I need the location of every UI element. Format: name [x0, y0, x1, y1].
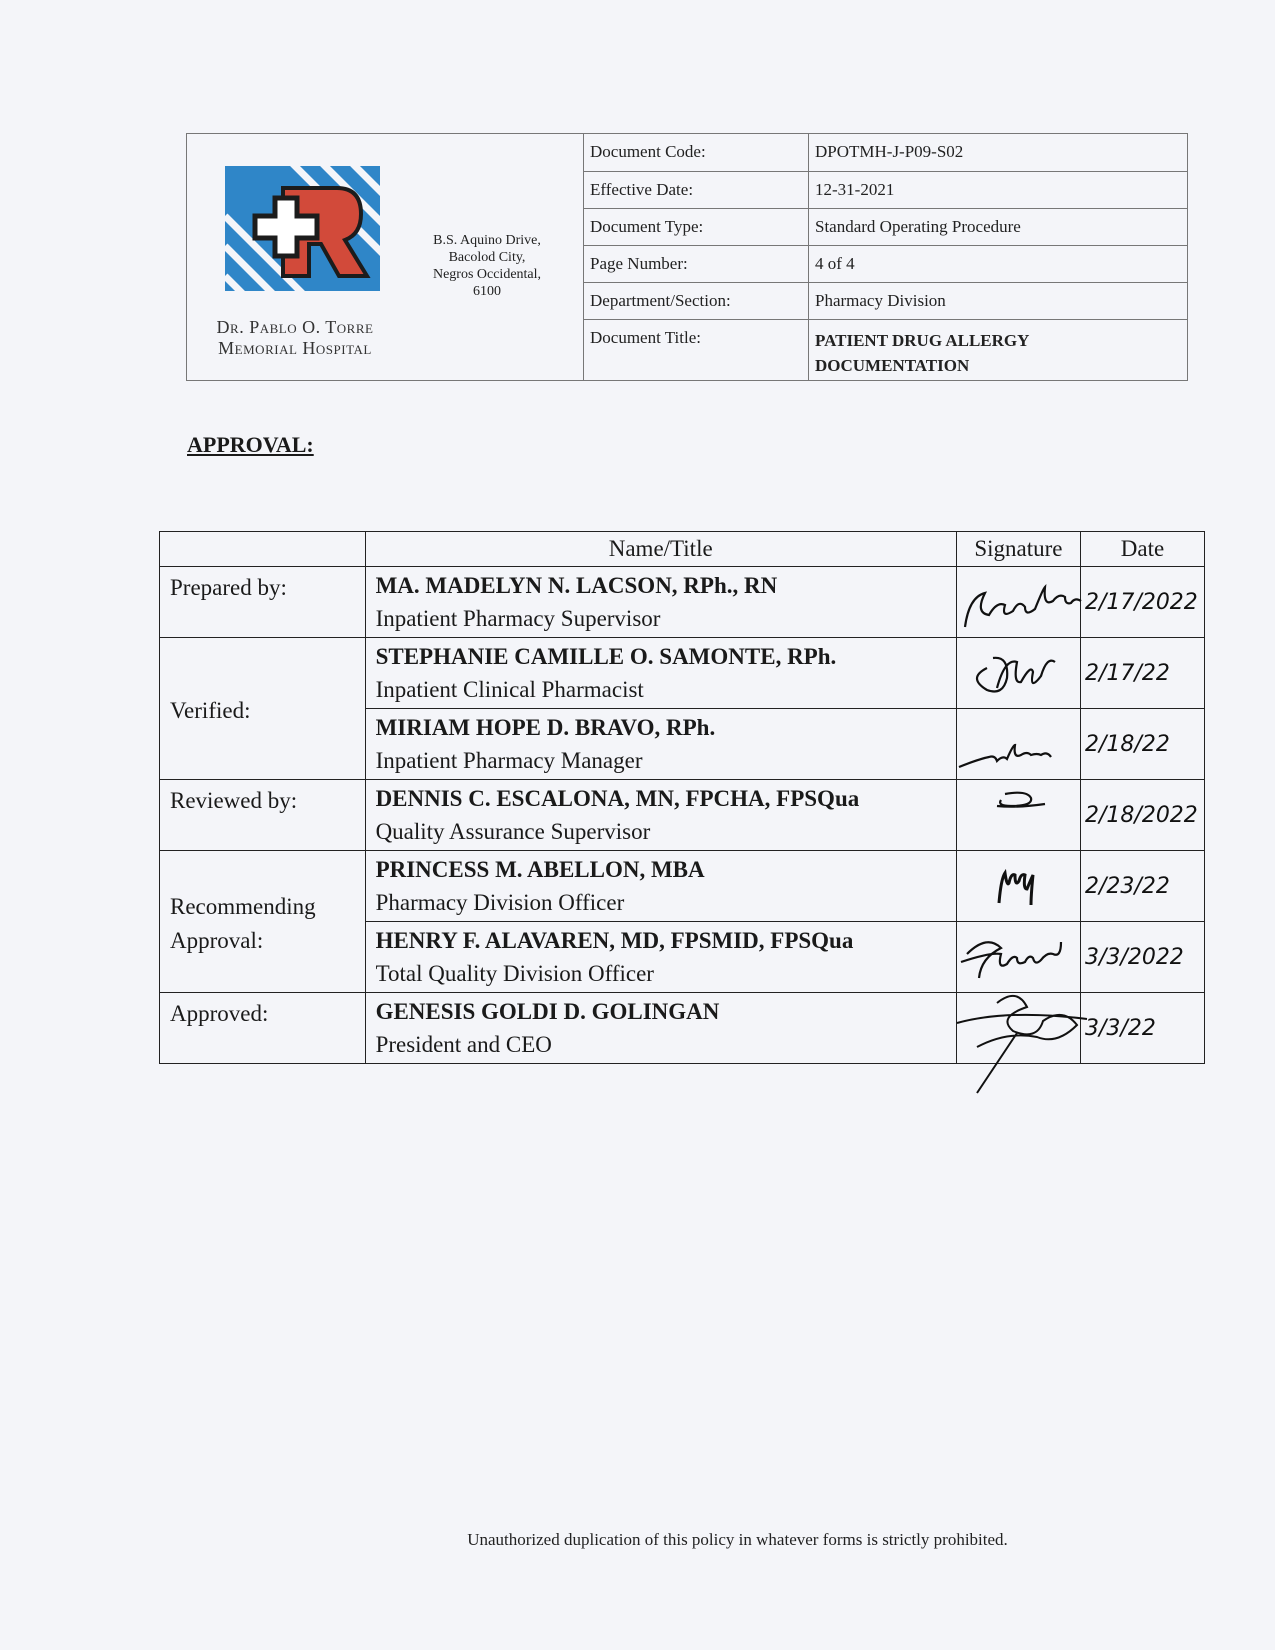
- name-title-cell: [365, 851, 956, 922]
- table-row: [160, 638, 1205, 709]
- meta-row-department: Department/Section: Pharmacy Division: [584, 282, 1187, 319]
- approval-table: [159, 531, 1205, 1064]
- signature-date: 2/18/22: [1081, 709, 1205, 780]
- department: Pharmacy Division: [809, 282, 1188, 319]
- person-title: Quality Assurance Supervisor: [375, 819, 651, 844]
- person-title: Pharmacy Division Officer: [375, 890, 625, 915]
- role-approved: Approved:: [160, 993, 366, 1064]
- person-name: HENRY F. ALAVAREN, MD, FPSMID, FPSQua: [375, 928, 854, 953]
- table-row: [160, 851, 1205, 922]
- signature-cell: [956, 851, 1080, 922]
- name-title-cell: [365, 993, 956, 1064]
- approval-heading: APPROVAL:: [187, 432, 314, 457]
- handwritten-signature: [957, 993, 1097, 1063]
- signature-cell: [956, 993, 1080, 1064]
- document-header: [186, 133, 1188, 381]
- column-signature: Signature: [956, 532, 1080, 567]
- handwritten-signature: [957, 567, 1097, 637]
- signature-date: 3/3/2022: [1081, 922, 1205, 993]
- meta-row-title: Document Title: PATIENT DRUG ALLERGY DOCUMENTATION: [584, 319, 1187, 380]
- person-name: GENESIS GOLDI D. GOLINGAN: [375, 999, 720, 1024]
- document-title: PATIENT DRUG ALLERGY DOCUMENTATION: [815, 330, 1029, 375]
- column-name-title: Name/Title: [365, 532, 956, 567]
- hospital-address: B.S. Aquino Drive, Bacolod City, Negros Occidental, 6100: [432, 233, 542, 299]
- role-reviewed: Reviewed by:: [160, 780, 366, 851]
- document-code: DPOTMH-J-P09-S02: [809, 134, 1188, 171]
- signature-date: 2/17/2022: [1081, 567, 1205, 638]
- person-title: President and CEO: [375, 1032, 552, 1057]
- hospital-name: Dr. Pablo O. Torre Memorial Hospital: [216, 317, 374, 358]
- person-title: Inpatient Pharmacy Manager: [375, 748, 643, 773]
- handwritten-signature: [957, 851, 1097, 921]
- signature-date: 2/17/22: [1081, 638, 1205, 709]
- person-title: Inpatient Clinical Pharmacist: [375, 677, 644, 702]
- signature-cell: [956, 567, 1080, 638]
- role-verified: Verified:: [160, 638, 366, 780]
- effective-date: 12-31-2021: [809, 171, 1188, 208]
- signature-cell: [956, 922, 1080, 993]
- role-recommending: Recommending Approval:: [160, 851, 366, 993]
- person-name: PRINCESS M. ABELLON, MBA: [375, 857, 705, 882]
- approval-header-row: [160, 532, 1205, 567]
- document-type: Standard Operating Procedure: [809, 208, 1188, 245]
- column-date: Date: [1081, 532, 1205, 567]
- table-row: [160, 993, 1205, 1064]
- hospital-logo-cell: [187, 134, 584, 380]
- signature-date: 3/3/22: [1081, 993, 1205, 1064]
- name-title-cell: [365, 709, 956, 780]
- meta-row-document-type: Document Type: Standard Operating Procedure: [584, 208, 1187, 245]
- handwritten-signature: [957, 709, 1097, 779]
- handwritten-signature: [957, 780, 1097, 850]
- meta-row-effective-date: Effective Date: 12-31-2021: [584, 171, 1187, 208]
- person-name: DENNIS C. ESCALONA, MN, FPCHA, FPSQua: [375, 786, 860, 811]
- page-number: 4 of 4: [809, 245, 1188, 282]
- meta-row-code: Document Code: DPOTMH-J-P09-S02: [584, 134, 1187, 171]
- person-title: Inpatient Pharmacy Supervisor: [375, 606, 661, 631]
- handwritten-signature: [957, 638, 1097, 708]
- table-row: [160, 567, 1205, 638]
- signature-cell: [956, 780, 1080, 851]
- person-name: MIRIAM HOPE D. BRAVO, RPh.: [375, 715, 716, 740]
- name-title-cell: [365, 780, 956, 851]
- name-title-cell: [365, 922, 956, 993]
- signature-date: 2/18/2022: [1081, 780, 1205, 851]
- empty-header-cell: [160, 532, 366, 567]
- meta-row-page-number: Page Number: 4 of 4: [584, 245, 1187, 282]
- table-row: [160, 780, 1205, 851]
- person-title: Total Quality Division Officer: [375, 961, 654, 986]
- signature-cell: [956, 638, 1080, 709]
- document-meta-table: [584, 134, 1187, 380]
- hospital-logo: [225, 166, 385, 296]
- handwritten-signature: [957, 922, 1097, 992]
- signature-cell: [956, 709, 1080, 780]
- name-title-cell: [365, 638, 956, 709]
- signature-date: 2/23/22: [1081, 851, 1205, 922]
- name-title-cell: [365, 567, 956, 638]
- role-prepared: Prepared by:: [160, 567, 366, 638]
- person-name: STEPHANIE CAMILLE O. SAMONTE, RPh.: [375, 644, 837, 669]
- footer-notice: Unauthorized duplication of this policy in whatever forms is strictly prohibited.: [467, 1530, 1008, 1549]
- person-name: MA. MADELYN N. LACSON, RPh., RN: [375, 573, 778, 598]
